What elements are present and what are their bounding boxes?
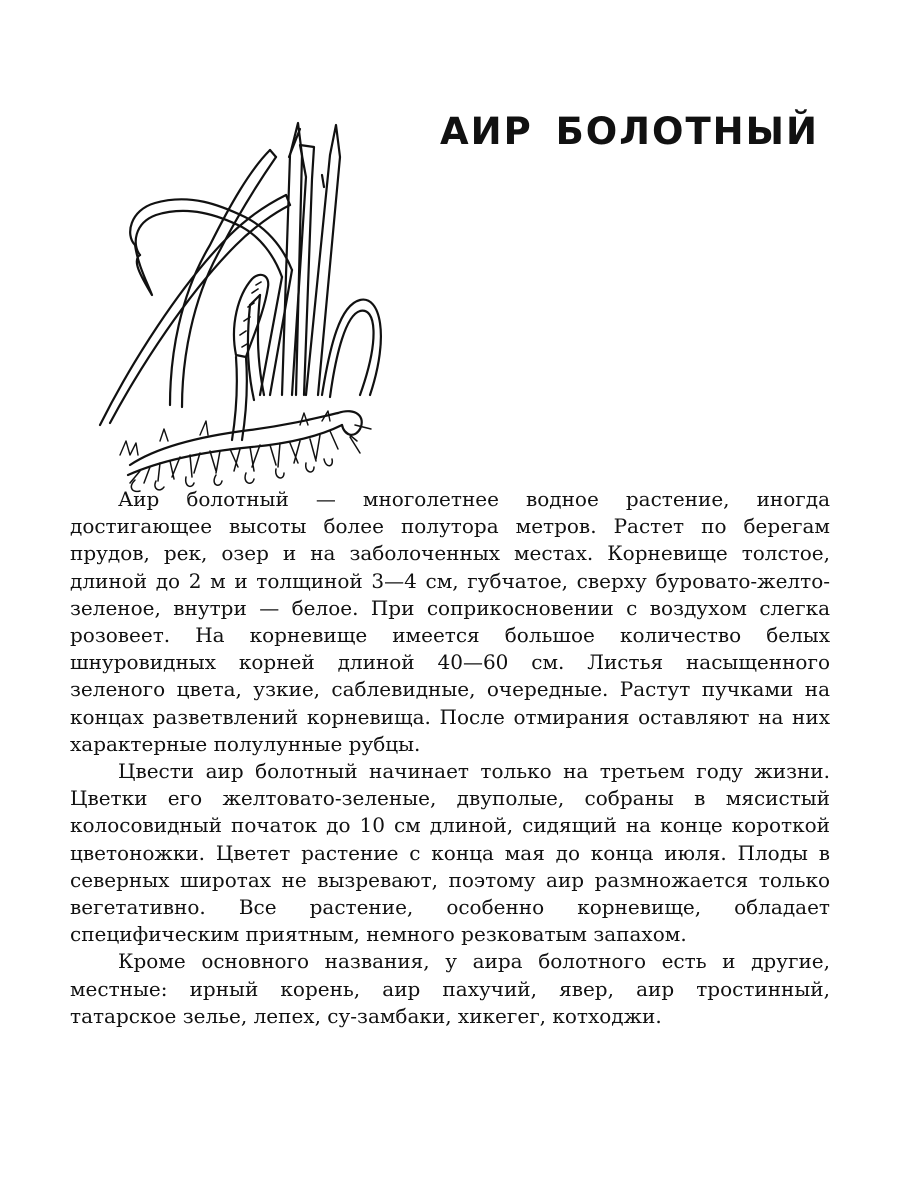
page-title: АИР БОЛОТНЫЙ <box>440 110 819 153</box>
paragraph-flowering: Цвести аир болотный начинает только на третьем году жизни. Цветки его желтовато-зеленые, двуполые, собраны в мясистый колосовидный початок до 10 см длиной, сидящий на конце короткой цветоножки. Цветет растение с конца мая до конца июля. Плоды в северных широтах не вызревают, поэтому аир размножается только вегетативно. Все растение, особенно корневище, обладает специфическим приятным, немного резковатым запахом. <box>70 759 830 947</box>
leaf-tall-center <box>282 123 302 395</box>
article-body <box>70 486 830 1030</box>
spadix <box>232 275 268 440</box>
calamus-plant-illustration <box>60 95 420 495</box>
paragraph-names: Кроме основного названия, у аира болотного есть и другие, местные: ирный корень, аир пахучий, явер, аир тростинный, татарское зелье, лепех, су-замбаки, хикегег, котходжи. <box>70 949 830 1028</box>
leaf-right-drooping <box>322 300 381 397</box>
leaf-tall-right <box>306 125 340 395</box>
leaf-curled-left <box>130 199 292 395</box>
paragraph-description: Аир болотный — многолетнее водное растение, иногда достигающее высоты более полутора метров. Растет по берегам прудов, рек, озер и на заболоченных местах. Корневище толстое, длиной до 2 м и толщиной 3—4 см, губчатое, сверху буровато-желто-зеленое, внутри — белое. При соприкосновении с воздухом слегка розовеет. На корневище имеется большое количество белых шнуровидных корней длиной 40—60 см. Листья насыщенного зеленого цвета, узкие, саблевидные, очередные. Растут пучками на концах разветвлений корневища. После отмирания оставляют на них характерные полулунные рубцы. <box>70 487 830 756</box>
